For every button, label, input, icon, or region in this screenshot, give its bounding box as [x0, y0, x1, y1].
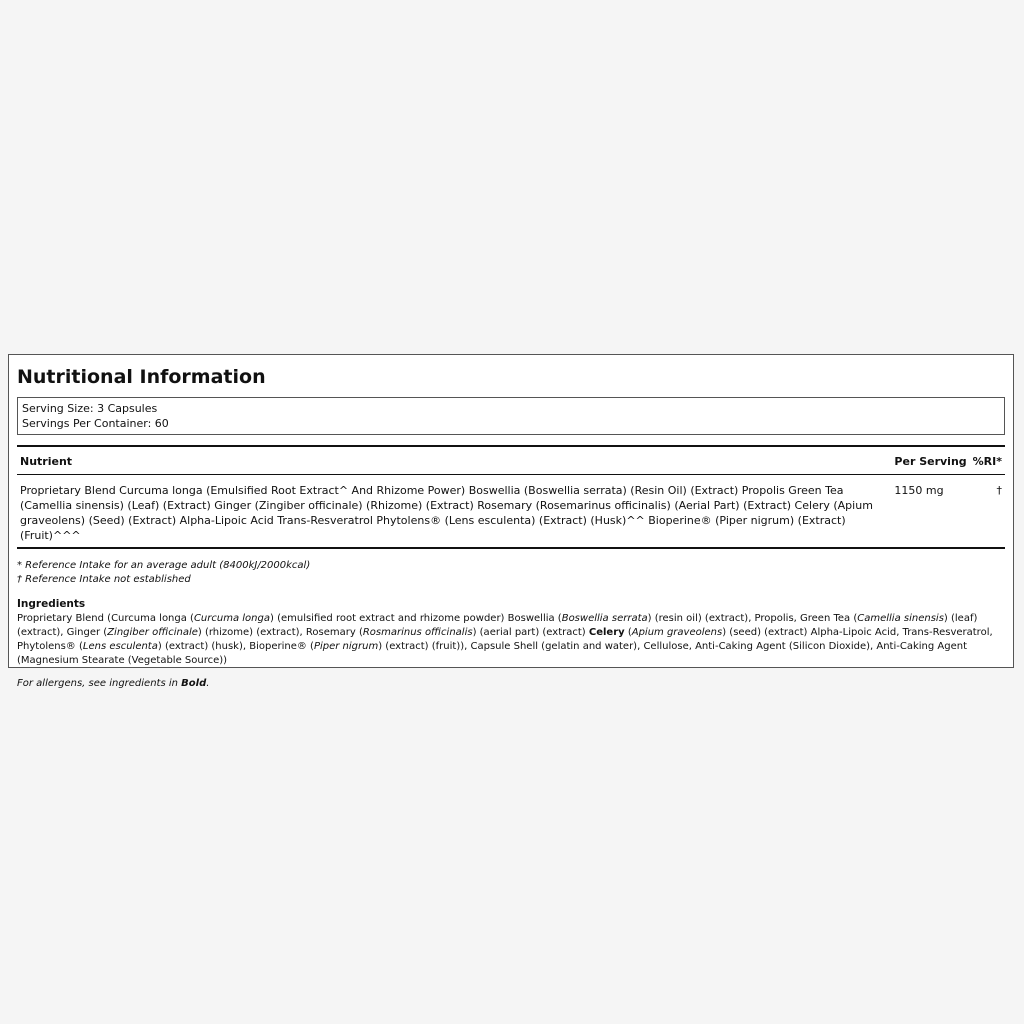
allergen-end: . [206, 678, 210, 689]
ingredients-part: ) (emulsified root extract and rhizome powder) Boswellia ( [269, 613, 562, 624]
ingredients-latin-name: Camellia sinensis [857, 613, 944, 624]
ingredients-part: ) (resin oil) (extract), Propolis, Green Tea ( [647, 613, 858, 624]
header-ri: %RI* [970, 446, 1005, 475]
footnotes [17, 559, 1005, 587]
ingredients-part: ) (leaf) (extract), Ginger ( [17, 613, 978, 638]
ingredients-part: ) (seed) (extract) Alpha-Lipoic Acid, Trans-Resveratrol, Phytolens® ( [17, 627, 993, 652]
header-nutrient: Nutrient [17, 446, 891, 475]
serving-info-box [17, 397, 1005, 435]
ingredients-latin-name: Lens esculenta [82, 641, 158, 652]
table-row [17, 475, 1005, 549]
ingredients-part: ) (extract) (husk), Bioperine® ( [157, 641, 314, 652]
ingredients-part: ) (extract) (fruit)), Capsule Shell (gelatin and water), Cellulose, Anti-Caking Agent (Silicon Dioxide), Anti-Caking Agent (Magnesium Stearate (Vegetable Source)) [17, 641, 967, 666]
ingredients-latin-name: Zingiber officinale [107, 627, 198, 638]
nutrient-table [17, 445, 1005, 549]
nutrition-panel [8, 354, 1014, 689]
ingredients-latin-name: Piper nigrum [313, 641, 379, 652]
serving-size: Serving Size: 3 Capsules [22, 402, 158, 415]
ingredients-part: Proprietary Blend (Curcuma longa ( [17, 613, 194, 624]
ingredients-latin-name: Curcuma longa [193, 613, 270, 624]
servings-per-container: Servings Per Container: 60 [22, 417, 169, 430]
ingredients-part: ) (aerial part) (extract) [472, 627, 589, 638]
ingredients-heading: Ingredients [17, 598, 86, 610]
allergen-bold-word: Bold [181, 678, 207, 689]
allergen-note [17, 677, 1005, 691]
nutrient-amount: 1150 mg [891, 475, 969, 549]
ingredients-part: ( [624, 627, 632, 638]
ingredients-part: ) (rhizome) (extract), Rosemary ( [197, 627, 363, 638]
allergen-text: For allergens, see ingredients in [17, 678, 182, 689]
header-per-serving: Per Serving [891, 446, 969, 475]
ingredients-allergen: Celery [588, 627, 625, 638]
nutrient-name: Proprietary Blend Curcuma longa (Emulsified Root Extract^ And Rhizome Power) Boswellia (Boswellia serrata) (Resin Oil) (Extract) Propolis Green Tea (Camellia sinensis) (Leaf) (Extract) Ginger (Zingiber officinale) (Rhizome) (Extract) Rosemary (Rosemarinus officinalis) (Aerial Part) (Extract) Celery (Apium graveolens) (Seed) (Extract) Alpha-Lipoic Acid Trans-Resveratrol Phytolens® (Lens esculenta) (Extract) (Husk)^^ Bioperine® (Piper nigrum) (Extract) (Fruit)^^^ [17, 475, 891, 549]
table-header-row [17, 446, 1005, 475]
ingredients-latin-name: Apium graveolens [631, 627, 723, 638]
ingredients-text [17, 612, 1005, 668]
reference-intake-note: * Reference Intake for an average adult (8400kJ/2000kcal) [17, 560, 311, 571]
ingredients-latin-name: Boswellia serrata [561, 613, 648, 624]
not-established-note: † Reference Intake not established [17, 574, 191, 585]
ingredients-latin-name: Rosmarinus officinalis [362, 627, 473, 638]
page-title: Nutritional Information [17, 366, 266, 388]
nutrient-ri: † [970, 475, 1005, 549]
